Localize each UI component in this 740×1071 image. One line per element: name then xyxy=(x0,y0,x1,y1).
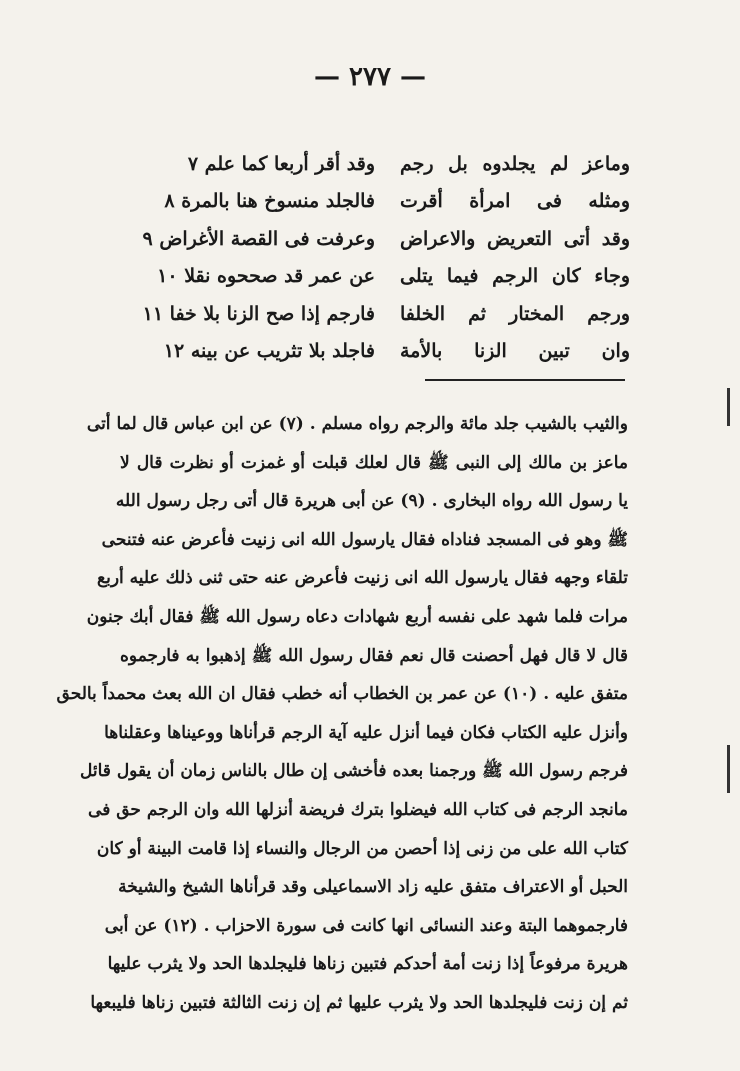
verse-line xyxy=(142,295,630,333)
commentary-line: فارجموهما البتة وعند النسائى انها كانت فى سورة الاحزاب . (١٢) عن أبى xyxy=(104,915,628,936)
commentary-line: مرات فلما شهد على نفسه أربع شهادات دعاه رسول الله ﷺ فقال أبك جنون xyxy=(86,606,628,627)
verse-first-hemistich: ومثله فى امرأة أقرت xyxy=(400,190,630,213)
page-number: — ٢٧٧ — xyxy=(313,62,427,92)
verse-line xyxy=(150,145,630,183)
commentary-line: هريرة مرفوعاً إذا زنت أمة أحدكم فتبين زناها فليجلدها الحد ولا يثرب عليها xyxy=(107,954,628,975)
commentary-line: فرجم رسول الله ﷺ ورجمنا بعده فأخشى إن طال بالناس زمان أن يقول قائل xyxy=(79,761,628,782)
verse-line xyxy=(150,183,630,221)
section-divider xyxy=(425,379,625,381)
verse-line xyxy=(150,333,630,371)
verse-first-hemistich: وجاء كان الرجم فيما يتلى xyxy=(400,265,630,288)
verse-second-hemistich: فارجم إذا صح الزنا بلا خفا ١١ xyxy=(142,302,375,325)
verse-second-hemistich: وعرفت فى القصة الأغراض ٩ xyxy=(142,227,375,250)
commentary-line: وأنزل عليه الكتاب فكان فيما أنزل عليه آية الرجم قرأناها ووعيناها وعقلناها xyxy=(104,722,628,743)
verse-second-hemistich: فاجلد بلا تثريب عن بينه ١٢ xyxy=(163,340,375,363)
commentary-line: قال لا قال فهل أحصنت قال نعم فقال رسول الله ﷺ إذهبوا به فارجموه xyxy=(120,645,628,666)
verse-first-hemistich: وماعز لم يجلدوه بل رجم xyxy=(400,152,630,175)
verse-first-hemistich: وقد أتى التعريض والاعراض xyxy=(400,227,630,250)
verse-line xyxy=(142,220,630,258)
commentary-block xyxy=(56,405,628,1023)
verse-second-hemistich: فالجلد منسوخ هنا بالمرة ٨ xyxy=(164,190,375,213)
commentary-line: كتاب الله على من زنى إذا أحصن من الرجال والنساء إذا قامت البينة أو كان xyxy=(96,838,628,859)
commentary-line: ﷺ وهو فى المسجد فناداه فقال يارسول الله انى زنيت فأعرض عنه فتنحى xyxy=(101,529,628,550)
verse-first-hemistich: ورجم المختار ثم الخلفا xyxy=(400,302,630,325)
verse-second-hemistich: عن عمر قد صححوه نقلا ١٠ xyxy=(157,265,375,288)
verse-first-hemistich: وان تبين الزنا بالأمة xyxy=(400,340,630,363)
commentary-line: والثيب بالشيب جلد مائة والرجم رواه مسلم . (٧) عن ابن عباس قال لما أتى xyxy=(86,414,628,434)
commentary-line: الحبل أو الاعتراف متفق عليه زاد الاسماعيلى وقد قرأناها الشيخ والشيخة xyxy=(118,877,628,898)
verse-second-hemistich: وقد أقر أربعا كما علم ٧ xyxy=(187,152,375,175)
commentary-line: متفق عليه . (١٠) عن عمر بن الخطاب أنه خطب فقال ان الله بعث محمداً بالحق xyxy=(56,684,628,705)
commentary-line: يا رسول الله رواه البخارى . (٩) عن أبى هريرة قال أتى رجل رسول الله xyxy=(115,491,628,512)
scan-edge-mark xyxy=(727,388,730,426)
verse-line xyxy=(150,258,630,296)
scan-edge-mark xyxy=(727,745,730,793)
commentary-line: تلقاء وجهه فقال يارسول الله انى زنيت فأعرض عنه حتى ثنى ذلك عليه أربع xyxy=(97,568,628,589)
commentary-line: مانجد الرجم فى كتاب الله فيضلوا بترك فريضة أنزلها الله وان الرجم حق فى xyxy=(88,799,628,820)
commentary-line: ماعز بن مالك إلى النبى ﷺ قال لعلك قبلت أو غمزت أو نظرت قال لا xyxy=(120,452,628,473)
verse-block xyxy=(142,145,630,370)
commentary-line: ثم إن زنت فليجلدها الحد ولا يثرب عليها ثم إن زنت الثالثة فتبين زناها فليبعها xyxy=(90,992,628,1013)
